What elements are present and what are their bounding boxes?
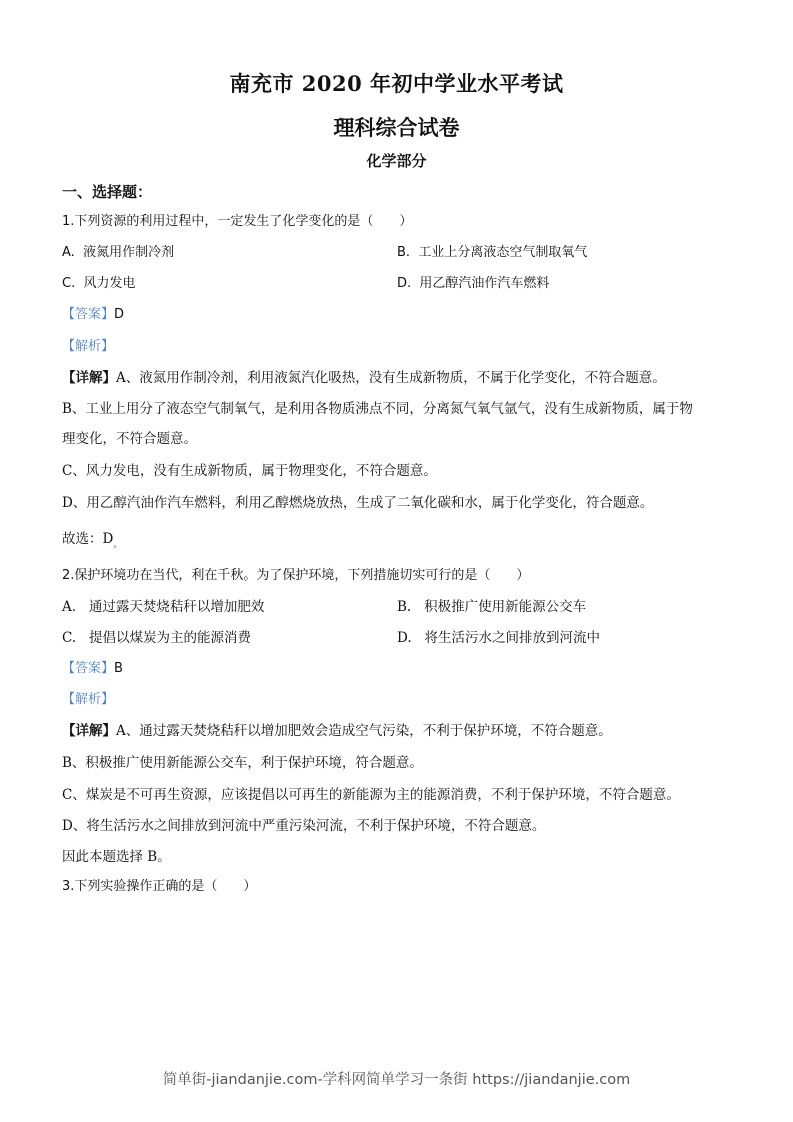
option-label: A.	[62, 599, 77, 615]
detail-text: A、液氮用作制冷剂，利用液氮汽化吸热，没有生成新物质，不属于化学变化，不符合题意。	[116, 370, 666, 386]
section-heading: 一、选择题：	[62, 183, 153, 201]
question-2-detail-b: B、积极推广使用新能源公交车，利于保护环境，符合题意。	[62, 755, 423, 771]
option-text: 用乙醇汽油作汽车燃料	[419, 276, 550, 291]
question-2-option-b	[397, 598, 586, 616]
question-1-detail-a	[62, 369, 666, 387]
question-1-conclusion	[62, 530, 122, 554]
option-text: 提倡以煤炭为主的能源消费	[89, 630, 252, 646]
option-label: B.	[397, 245, 411, 260]
question-2-detail-a	[62, 722, 612, 740]
option-label: B.	[397, 599, 412, 615]
question-1-detail-d: D、用乙醇汽油作汽车燃料，利用乙醇燃烧放热，生成了二氧化碳和水，属于化学变化，符合题意。	[62, 495, 654, 511]
option-label: C.	[62, 276, 76, 291]
option-label: C.	[62, 630, 77, 646]
question-1-option-d	[397, 275, 549, 293]
detail-tag: 【详解】	[62, 370, 116, 386]
question-1-option-c	[62, 275, 136, 293]
question-2-answer	[62, 660, 123, 678]
option-text: 液氮用作制冷剂	[83, 245, 175, 260]
question-2-stem: 2.保护环境功在当代，利在千秋。为了保护环境，下列措施切实可行的是（ ）	[62, 568, 530, 583]
question-1-answer	[62, 306, 124, 324]
question-3-stem: 3.下列实验操作正确的是（ ）	[62, 879, 257, 894]
question-2-conclusion: 因此本题选择 B。	[62, 849, 171, 865]
option-text: 积极推广使用新能源公交车	[424, 599, 587, 615]
section-title: 化学部分	[366, 152, 427, 170]
option-label: A.	[62, 245, 75, 260]
question-1-detail-b-cont: 理变化，不符合题意。	[62, 431, 197, 447]
question-1-detail-b: B、工业上用分了液态空气制氧气，是利用各物质沸点不同，分离氮气氧气氩气，没有生成新物质，属于物	[62, 401, 693, 417]
question-2-analysis-tag: 【解析】	[62, 692, 115, 707]
question-2-option-a	[62, 598, 264, 616]
exam-title: 南充市 2020 年初中学业水平考试	[229, 71, 564, 96]
answer-tag: 【答案】	[62, 307, 115, 322]
question-1-option-a	[62, 244, 174, 262]
question-1-stem: 1.下列资源的利用过程中，一定发生了化学变化的是（ ）	[62, 214, 413, 229]
footer-watermark: 简单街-jiandanjie.com-学科网简单学习一条街 https://jiandanjie.com	[162, 1072, 631, 1088]
option-text: 将生活污水之间排放到河流中	[424, 630, 601, 646]
option-label: D.	[397, 276, 412, 291]
answer-value: D	[114, 307, 125, 322]
option-text: 通过露天焚烧秸秆以增加肥效	[88, 599, 265, 615]
answer-tag: 【答案】	[62, 661, 115, 676]
option-text: 风力发电	[83, 276, 136, 291]
question-2-option-c	[62, 629, 251, 647]
answer-value: B	[114, 661, 123, 676]
detail-text: A、通过露天焚烧秸秆以增加肥效会造成空气污染，不利于保护环境，不符合题意。	[116, 723, 612, 739]
conclusion-period: 。	[113, 540, 123, 550]
question-2-detail-d: D、将生活污水之间排放到河流中严重污染河流，不利于保护环境，不符合题意。	[62, 818, 546, 834]
question-2-detail-c: C、煤炭是不可再生资源，应该提倡以可再生的新能源为主的能源消费，不利于保护环境，不符合题意。	[62, 787, 680, 803]
question-1-option-b	[397, 244, 587, 262]
question-2-option-d	[397, 629, 600, 647]
option-label: D.	[397, 630, 412, 646]
conclusion-text: 故选：D	[62, 531, 114, 547]
exam-subtitle: 理科综合试卷	[333, 115, 460, 140]
option-text: 工业上分离液态空气制取氧气	[418, 245, 588, 260]
question-1-analysis-tag: 【解析】	[62, 339, 115, 354]
question-1-detail-c: C、风力发电，没有生成新物质，属于物理变化，不符合题意。	[62, 463, 437, 479]
detail-tag: 【详解】	[62, 723, 116, 739]
